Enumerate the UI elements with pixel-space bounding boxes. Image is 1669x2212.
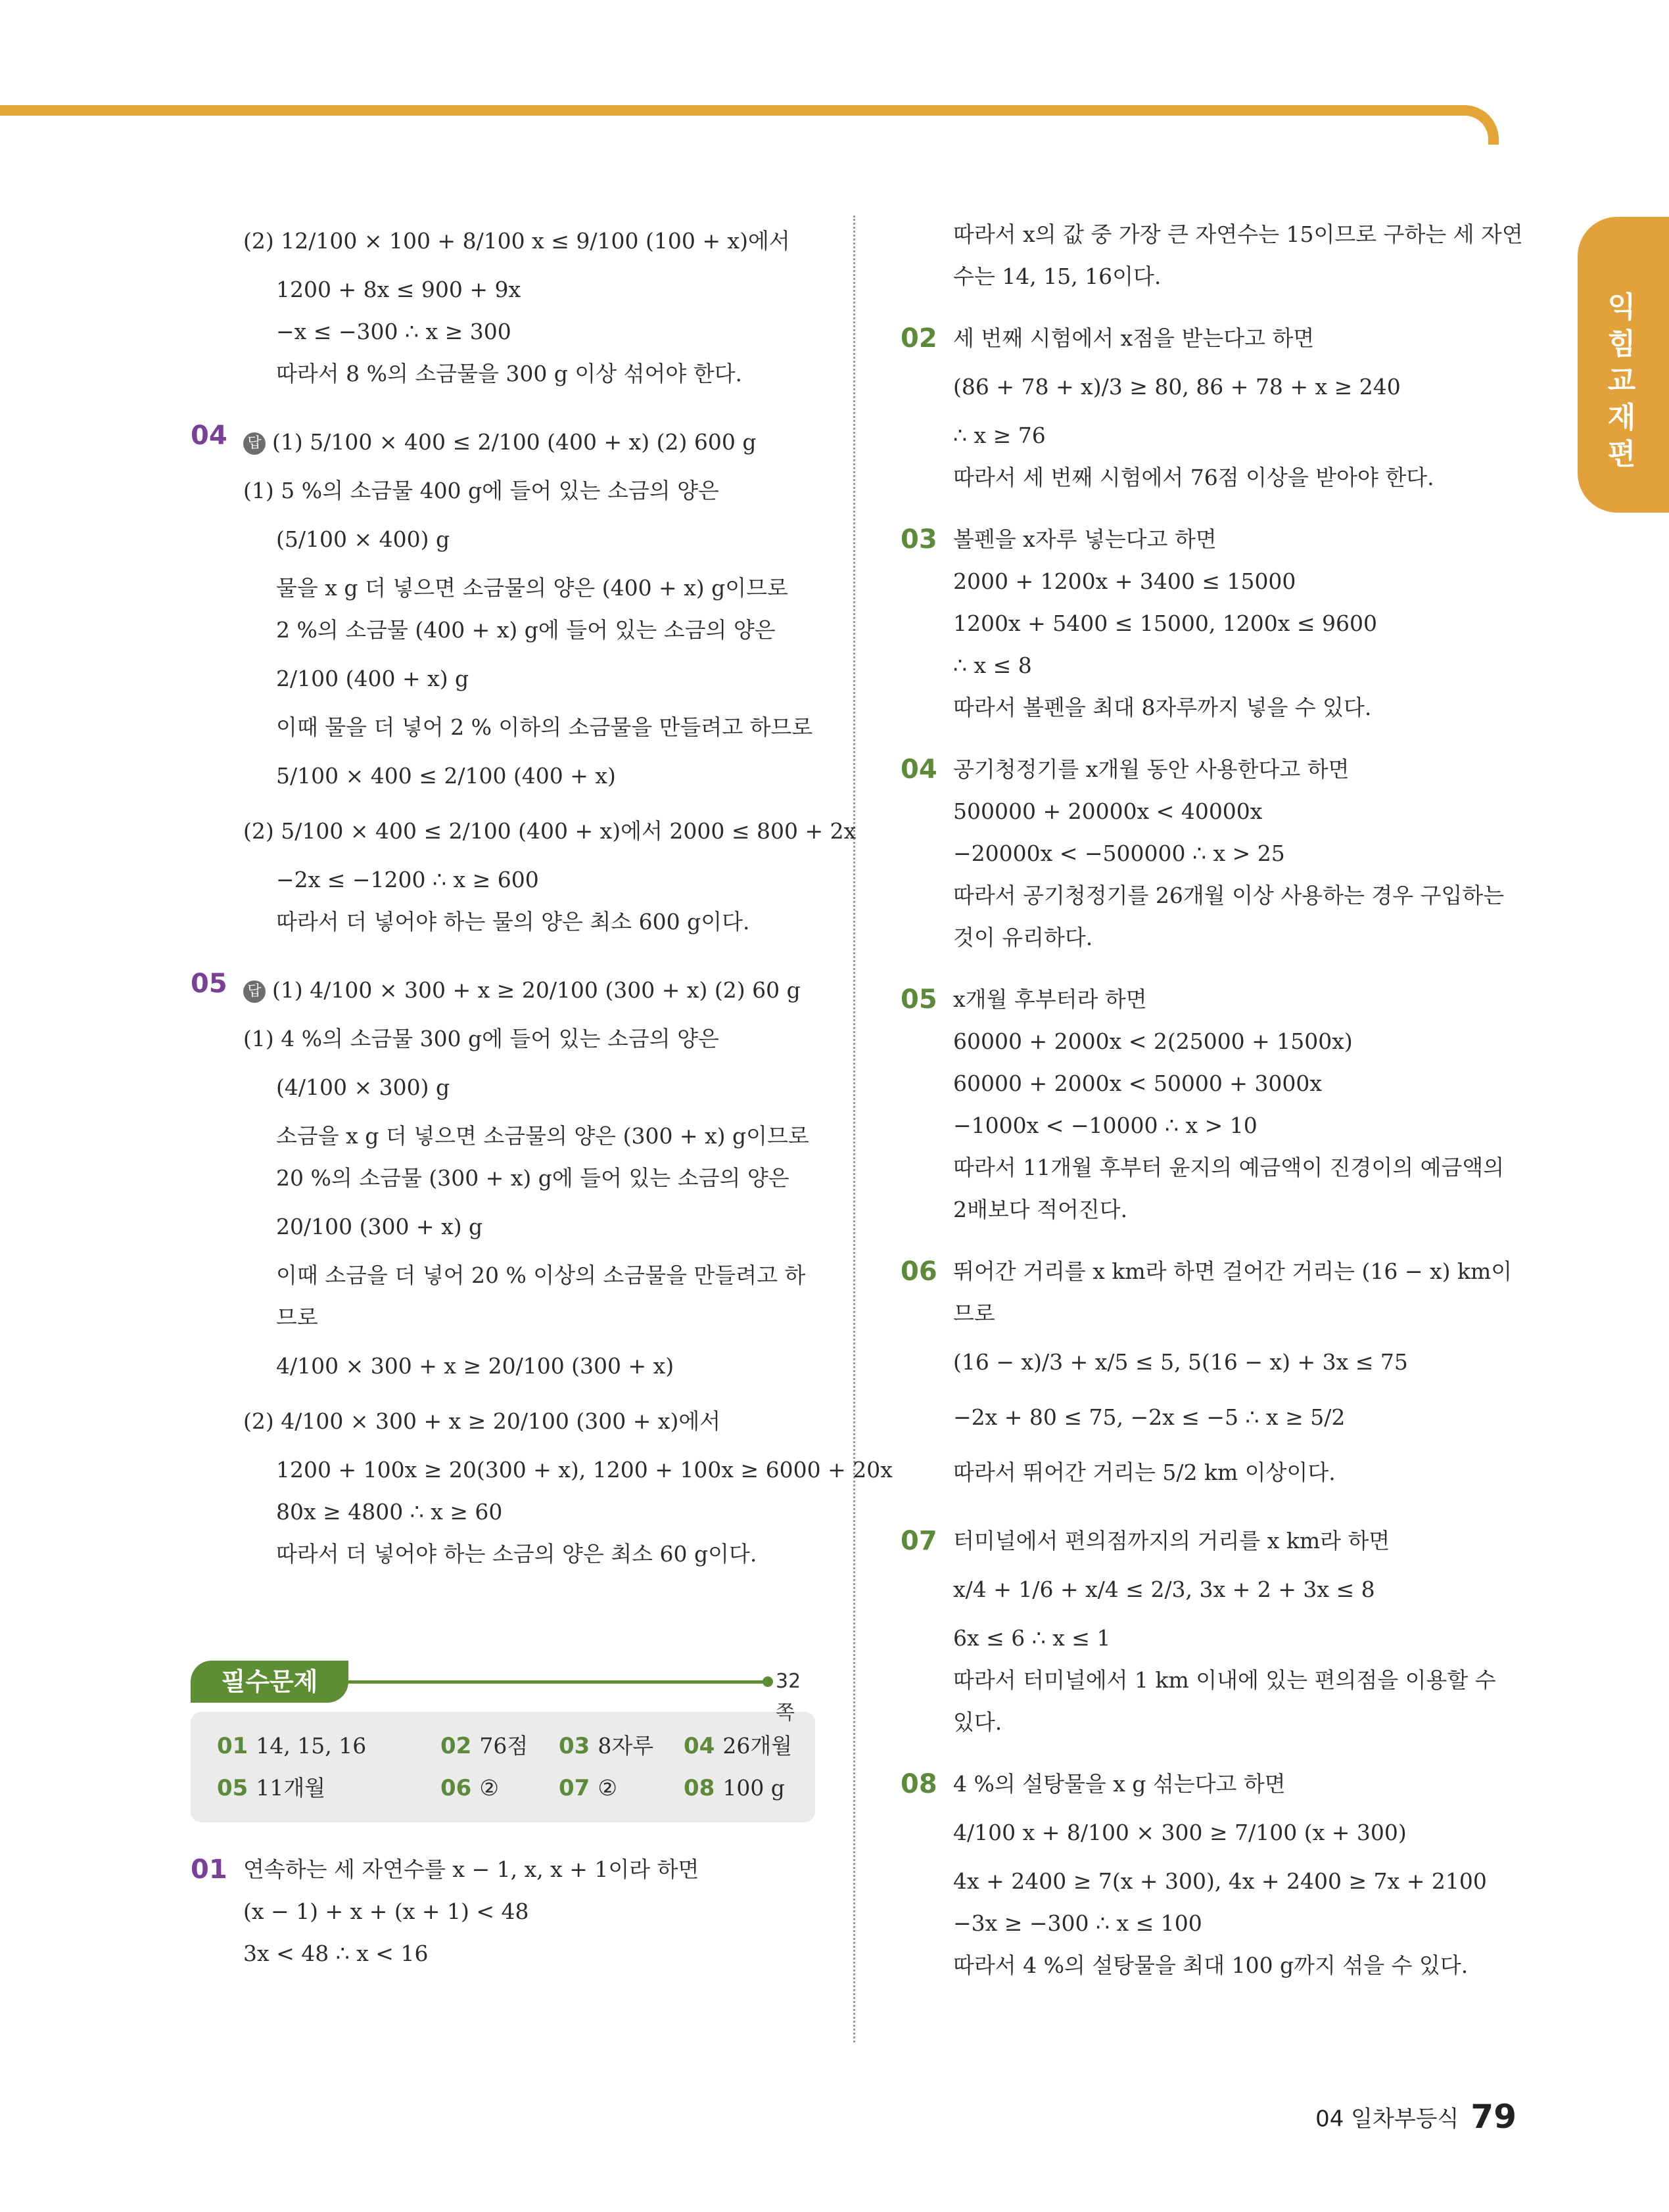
solution-block (191, 415, 857, 943)
solution-block (901, 214, 1523, 298)
solution-line: 4/100 x + 8/100 × 300 ≥ 7/100 (x + 300) (953, 1820, 1407, 1845)
solution-line: (16 − x)/3 + x/5 ≤ 5, 5(16 − x) + 3x ≤ 75 (953, 1349, 1408, 1375)
solution-line: 500000 + 20000x < 40000x (953, 798, 1263, 824)
solution-block (901, 317, 1518, 499)
solution-block (191, 963, 893, 1575)
solution-line: 따라서 세 번째 시험에서 76점 이상을 받아야 한다. (953, 465, 1434, 490)
summary-row (191, 1767, 815, 1809)
solution-block (901, 1520, 1518, 1743)
summary-item-answer: 76점 (479, 1733, 529, 1759)
summary-item-number: 04 (684, 1733, 715, 1759)
solution-line: 따라서 더 넣어야 하는 소금의 양은 최소 60 g이다. (276, 1541, 757, 1567)
solution-line: 2배보다 적어진다. (953, 1197, 1128, 1222)
solution-line: 따라서 8 %의 소금물을 300 g 이상 섞어야 한다. (276, 361, 743, 386)
solution-line: 1200x + 5400 ≤ 15000, 1200x ≤ 9600 (953, 611, 1377, 636)
summary-item-number: 06 (440, 1775, 472, 1801)
solution-line: 따라서 뛰어간 거리는 5/2 km 이상이다. (953, 1460, 1336, 1485)
page-footer (1315, 2098, 1516, 2136)
answer-line (243, 415, 815, 470)
solution-line: 따라서 11개월 후부터 윤지의 예금액이 진경이의 예금액의 (953, 1155, 1505, 1180)
solution-line: 므로 (276, 1304, 318, 1330)
solution-line: 따라서 더 넣어야 하는 물의 양은 최소 600 g이다. (276, 909, 750, 934)
solution-line: 따라서 터미널에서 1 km 이내에 있는 편의점을 이용할 수 (953, 1667, 1496, 1693)
answer-badge-icon: 답 (243, 980, 266, 1003)
solution-block (901, 749, 1518, 959)
pilsu-page-ref: 32쪽 (776, 1670, 801, 1724)
pilsu-rule-dot (763, 1676, 773, 1687)
solution-line: 4 %의 설탕물을 x g 섞는다고 하면 (953, 1771, 1286, 1797)
solution-block (901, 1763, 1518, 1987)
solution-line: 소금을 x g 더 넣으면 소금물의 양은 (300 + x) g이므로 (276, 1123, 809, 1149)
pilsu-title: 필수문제 (191, 1661, 348, 1703)
problem-number: 06 (901, 1256, 937, 1287)
solution-line: x개월 후부터라 하면 (953, 986, 1147, 1012)
solution-line: ∴ x ≥ 76 (953, 423, 1046, 448)
solution-line: (5/100 × 400) g (276, 526, 450, 552)
summary-item-number: 05 (217, 1775, 248, 1801)
summary-item (559, 1725, 653, 1767)
solution-block (901, 1251, 1518, 1500)
problem-number: 01 (191, 1855, 227, 1885)
summary-item-answer: 26개월 (722, 1733, 793, 1759)
solution-line: 볼펜을 x자루 넣는다고 하면 (953, 526, 1217, 552)
solution-line: (4/100 × 300) g (276, 1074, 450, 1100)
solution-line: 3x < 48 ∴ x < 16 (243, 1941, 429, 1966)
solution-line: −2x ≤ −1200 ∴ x ≥ 600 (276, 867, 539, 892)
problem-number: 05 (901, 984, 937, 1015)
solution-line: −1000x < −10000 ∴ x > 10 (953, 1113, 1258, 1138)
solution-line: 80x ≥ 4800 ∴ x ≥ 60 (276, 1499, 503, 1525)
answer-line (243, 963, 815, 1018)
solution-line: −20000x < −500000 ∴ x > 25 (953, 841, 1285, 866)
summary-item (217, 1725, 366, 1767)
solution-line: 세 번째 시험에서 x점을 받는다고 하면 (953, 325, 1315, 351)
solution-line: 연속하는 세 자연수를 x − 1, x, x + 1이라 하면 (243, 1856, 699, 1882)
solution-line: 수는 14, 15, 16이다. (953, 264, 1162, 289)
summary-item-number: 01 (217, 1733, 248, 1759)
solution-line: 60000 + 2000x < 50000 + 3000x (953, 1071, 1323, 1096)
solution-block (901, 518, 1518, 729)
summary-item (684, 1767, 785, 1809)
solution-line: 따라서 볼펜을 최대 8자루까지 넣을 수 있다. (953, 695, 1372, 720)
solution-line: 이때 소금을 더 넣어 20 % 이상의 소금물을 만들려고 하 (276, 1262, 806, 1288)
page-number: 79 (1470, 2098, 1516, 2136)
summary-item-answer: 11개월 (256, 1775, 326, 1801)
summary-item-answer: 8자루 (598, 1733, 654, 1759)
summary-item (684, 1725, 792, 1767)
problem-number: 04 (901, 754, 937, 785)
problem-number: 04 (191, 421, 227, 451)
solution-line: 2000 + 1200x + 3400 ≤ 15000 (953, 568, 1296, 594)
solution-line: 이때 물을 더 넣어 2 % 이하의 소금물을 만들려고 하므로 (276, 714, 813, 740)
summary-item (559, 1767, 617, 1809)
problem-number: 03 (901, 524, 937, 555)
solution-line: 4x + 2400 ≥ 7(x + 300), 4x + 2400 ≥ 7x + 2100 (953, 1868, 1487, 1894)
answer-summary-box (191, 1712, 815, 1822)
answer-text: (1) 4/100 × 300 + x ≥ 20/100 (300 + x) (2) 60 g (272, 977, 801, 1003)
summary-item-number: 03 (559, 1733, 590, 1759)
solution-line: 물을 x g 더 넣으면 소금물의 양은 (400 + x) g이므로 (276, 575, 788, 601)
solution-line: 2 %의 소금물 (400 + x) g에 들어 있는 소금의 양은 (276, 617, 776, 643)
problem-number: 05 (191, 969, 227, 999)
problem-number: 02 (901, 323, 937, 354)
solution-line: 2/100 (400 + x) g (276, 666, 469, 691)
problem-number: 08 (901, 1769, 937, 1799)
solution-line: ∴ x ≤ 8 (953, 653, 1032, 678)
solution-line: (x − 1) + x + (x + 1) < 48 (243, 1899, 529, 1924)
summary-item-number: 08 (684, 1775, 715, 1801)
solution-line: 므로 (953, 1301, 995, 1326)
solution-line: 것이 유리하다. (953, 925, 1093, 950)
summary-item (217, 1767, 325, 1809)
solution-line: −2x + 80 ≤ 75, −2x ≤ −5 ∴ x ≥ 5/2 (953, 1404, 1346, 1430)
column-divider (853, 216, 855, 2042)
answer-badge-icon: 답 (243, 432, 266, 455)
solution-line: 20/100 (300 + x) g (276, 1214, 483, 1239)
solution-line: 따라서 x의 값 중 가장 큰 자연수는 15이므로 구하는 세 자연 (953, 221, 1523, 247)
summary-item (440, 1767, 499, 1809)
summary-item-number: 07 (559, 1775, 590, 1801)
chapter-title: 04 일차부등식 (1315, 2106, 1459, 2132)
solution-block (901, 979, 1518, 1231)
solution-line: 터미널에서 편의점까지의 거리를 x km라 하면 (953, 1528, 1390, 1554)
solution-line: x/4 + 1/6 + x/4 ≤ 2/3, 3x + 2 + 3x ≤ 8 (953, 1577, 1375, 1602)
solution-line: (86 + 78 + x)/3 ≥ 80, 86 + 78 + x ≥ 240 (953, 374, 1401, 400)
solution-line: 1200 + 100x ≥ 20(300 + x), 1200 + 100x ≥ 6000 + 20x (276, 1457, 893, 1483)
solution-line: 따라서 4 %의 설탕물을 최대 100 g까지 섞을 수 있다. (953, 1952, 1469, 1978)
solution-line: 20 %의 소금물 (300 + x) g에 들어 있는 소금의 양은 (276, 1165, 789, 1191)
section-tab-label: 익 힘 교 재 편 (1607, 290, 1636, 471)
solution-line: (2) 5/100 × 400 ≤ 2/100 (400 + x)에서 2000 ≤ 800 + 2x (243, 818, 857, 844)
solution-block (191, 214, 815, 395)
summary-item-answer: 100 g (722, 1775, 785, 1801)
left-column (191, 214, 893, 1994)
solution-line: 4/100 × 300 + x ≥ 20/100 (300 + x) (276, 1353, 674, 1379)
solution-line: 6x ≤ 6 ∴ x ≤ 1 (953, 1625, 1111, 1651)
solution-line: 1200 + 8x ≤ 900 + 9x (276, 277, 521, 302)
right-column (901, 214, 1523, 2006)
summary-item-answer: ② (479, 1775, 499, 1801)
solution-line: (1) 5 %의 소금물 400 g에 들어 있는 소금의 양은 (243, 478, 719, 503)
solution-line: (2) 4/100 × 300 + x ≥ 20/100 (300 + x)에서 (243, 1408, 721, 1434)
summary-item-answer: 14, 15, 16 (256, 1733, 367, 1759)
solution-line: (1) 4 %의 소금물 300 g에 들어 있는 소금의 양은 (243, 1026, 719, 1051)
answer-text: (1) 5/100 × 400 ≤ 2/100 (400 + x) (2) 600 g (272, 429, 757, 455)
solution-line: −x ≤ −300 ∴ x ≥ 300 (276, 319, 511, 344)
solution-line: 있다. (953, 1709, 1002, 1735)
left-solutions-after (191, 1849, 815, 1975)
solution-line: −3x ≥ −300 ∴ x ≤ 100 (953, 1910, 1202, 1936)
left-solutions (191, 214, 893, 1575)
solution-line: 5/100 × 400 ≤ 2/100 (400 + x) (276, 763, 616, 789)
summary-item-number: 02 (440, 1733, 472, 1759)
solution-block (191, 1849, 815, 1975)
header-rule (0, 105, 1499, 145)
solution-line: (2) 12/100 × 100 + 8/100 x ≤ 9/100 (100 + x)에서 (243, 228, 790, 254)
summary-item (440, 1725, 528, 1767)
solution-line: 공기청정기를 x개월 동안 사용한다고 하면 (953, 756, 1350, 782)
pilsu-rule (346, 1680, 766, 1684)
solution-line: 60000 + 2000x < 2(25000 + 1500x) (953, 1028, 1353, 1054)
solution-line: 따라서 공기청정기를 26개월 이상 사용하는 경우 구입하는 (953, 883, 1505, 908)
pilsu-header (191, 1653, 815, 1724)
summary-item-answer: ② (598, 1775, 617, 1801)
summary-row (191, 1725, 815, 1767)
problem-number: 07 (901, 1526, 937, 1556)
solution-line: 뛰어간 거리를 x km라 하면 걸어간 거리는 (16 − x) km이 (953, 1258, 1513, 1284)
